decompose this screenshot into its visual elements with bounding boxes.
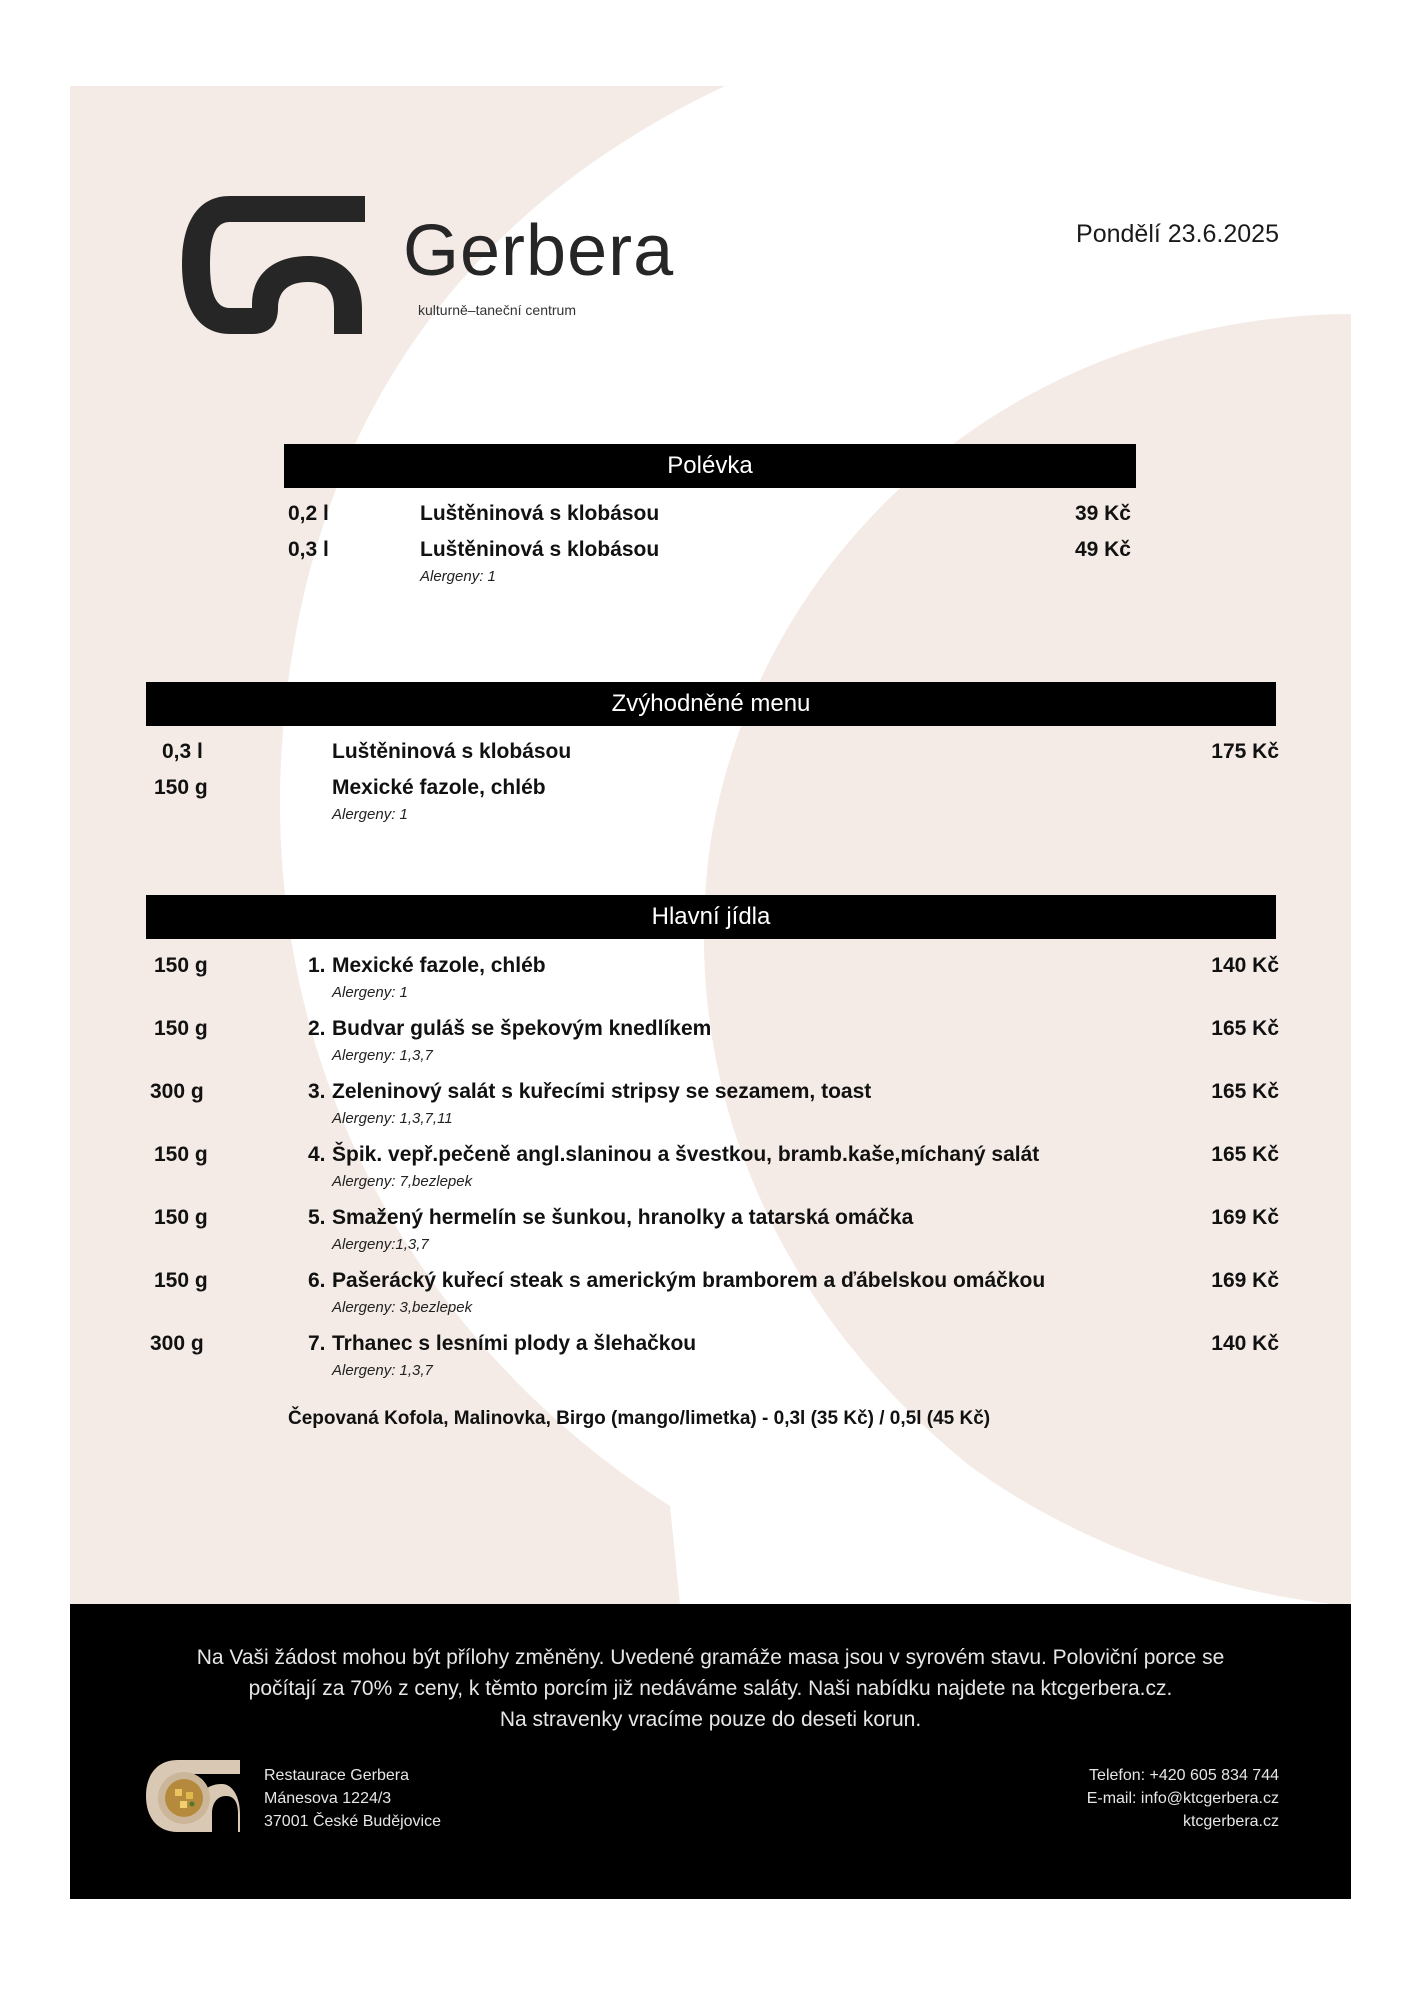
main-allergens: Alergeny: 7,bezlepek <box>332 1173 473 1190</box>
address-line: Mánesova 1224/3 <box>264 1790 392 1807</box>
main-name: Špik. vepř.pečeně angl.slaninou a švestkou, bramb.kaše,míchaný salát <box>332 1143 1040 1166</box>
main-number: 2. <box>308 1017 326 1040</box>
combo-price: 175 Kč <box>1211 740 1279 763</box>
main-name: Budvar guláš se špekovým knedlíkem <box>332 1017 712 1040</box>
soup-price-2: 49 Kč <box>1074 538 1131 561</box>
main-allergens: Alergeny: 3,bezlepek <box>332 1299 473 1316</box>
main-number: 1. <box>308 954 326 977</box>
main-size: 150 g <box>154 1269 208 1292</box>
main-price: 165 Kč <box>1211 1143 1279 1166</box>
footer-note-line: počítají za 70% z ceny, k těmto porcím již nedáváme saláty. Naši nabídku najdete na ktcgerbera.cz. <box>248 1677 1173 1700</box>
main-number: 6. <box>308 1269 326 1292</box>
drinks-line: Čepovaná Kofola, Malinovka, Birgo (mango/limetka) - 0,3l (35 Kč) / 0,5l (45 Kč) <box>288 1408 991 1429</box>
main-number: 7. <box>308 1332 326 1355</box>
main-price: 169 Kč <box>1211 1206 1279 1229</box>
menu-page <box>70 86 1351 1899</box>
soup-name-2: Luštěninová s klobásou <box>420 538 660 561</box>
combo-allergens: Alergeny: 1 <box>332 806 408 823</box>
combo-size-1: 0,3 l <box>162 740 203 763</box>
combo-name-2: Mexické fazole, chléb <box>332 776 546 799</box>
main-size: 300 g <box>150 1332 204 1355</box>
footer-note-line: Na stravenky vracíme pouze do deseti korun. <box>499 1708 922 1731</box>
combo-section-header: Zvýhodněné menu <box>146 682 1276 726</box>
main-name: Trhanec s lesními plody a šlehačkou <box>332 1332 697 1355</box>
soup-allergens: Alergeny: 1 <box>420 568 496 585</box>
phone-text: Telefon: +420 605 834 744 <box>1089 1767 1279 1784</box>
mains-section-header: Hlavní jídla <box>146 895 1276 939</box>
main-size: 150 g <box>154 1017 208 1040</box>
combo-size-2: 150 g <box>154 776 208 799</box>
main-size: 150 g <box>154 1143 208 1166</box>
main-price: 140 Kč <box>1211 954 1279 977</box>
main-size: 300 g <box>150 1080 204 1103</box>
main-allergens: Alergeny: 1,3,7 <box>332 1047 433 1064</box>
main-price: 165 Kč <box>1211 1080 1279 1103</box>
main-price: 165 Kč <box>1211 1017 1279 1040</box>
footer-note-line: Na Vaši žádost mohou být přílohy změněny. Uvedené gramáže masa jsou v syrovém stavu. Poloviční porce se <box>196 1646 1225 1669</box>
soup-name-1: Luštěninová s klobásou <box>420 502 660 525</box>
main-name: Mexické fazole, chléb <box>332 954 546 977</box>
combo-name-1: Luštěninová s klobásou <box>332 740 572 763</box>
brand-name: Gerbera <box>403 211 675 291</box>
address-line: 37001 České Budějovice <box>264 1813 442 1830</box>
main-allergens: Alergeny: 1 <box>332 984 408 1001</box>
main-number: 4. <box>308 1143 326 1166</box>
footer <box>70 1604 1351 1899</box>
restaurant-logo-icon <box>142 1756 242 1836</box>
address-line: Restaurace Gerbera <box>264 1767 409 1784</box>
main-price: 169 Kč <box>1211 1269 1279 1292</box>
soup-section-header: Polévka <box>284 444 1136 488</box>
brand-subtitle: kulturně–taneční centrum <box>418 302 576 318</box>
soup-size-1: 0,2 l <box>288 502 329 525</box>
restaurant-contact <box>1087 1764 1279 1833</box>
main-name: Smažený hermelín se šunkou, hranolky a tatarská omáčka <box>332 1206 914 1229</box>
main-allergens: Alergeny: 1,3,7,11 <box>332 1110 453 1127</box>
soup-price-1: 39 Kč <box>1074 502 1131 525</box>
main-price: 140 Kč <box>1211 1332 1279 1355</box>
restaurant-address <box>264 1764 441 1833</box>
main-allergens: Alergeny: 1,3,7 <box>332 1362 433 1379</box>
main-name: Pašerácký kuřecí steak s americkým bramborem a ďábelskou omáčkou <box>332 1269 1046 1292</box>
main-allergens: Alergeny:1,3,7 <box>332 1236 429 1253</box>
menu-date: Pondělí 23.6.2025 <box>1076 220 1279 248</box>
main-size: 150 g <box>154 954 208 977</box>
footer-note <box>130 1642 1291 1735</box>
gerbera-logo-icon <box>170 182 370 352</box>
main-number: 3. <box>308 1080 326 1103</box>
main-number: 5. <box>308 1206 326 1229</box>
soup-size-2: 0,3 l <box>288 538 329 561</box>
website-link[interactable]: ktcgerbera.cz <box>1182 1813 1279 1830</box>
main-size: 150 g <box>154 1206 208 1229</box>
main-name: Zeleninový salát s kuřecími stripsy se sezamem, toast <box>332 1080 872 1103</box>
email-link[interactable]: E-mail: info@ktcgerbera.cz <box>1086 1790 1279 1807</box>
